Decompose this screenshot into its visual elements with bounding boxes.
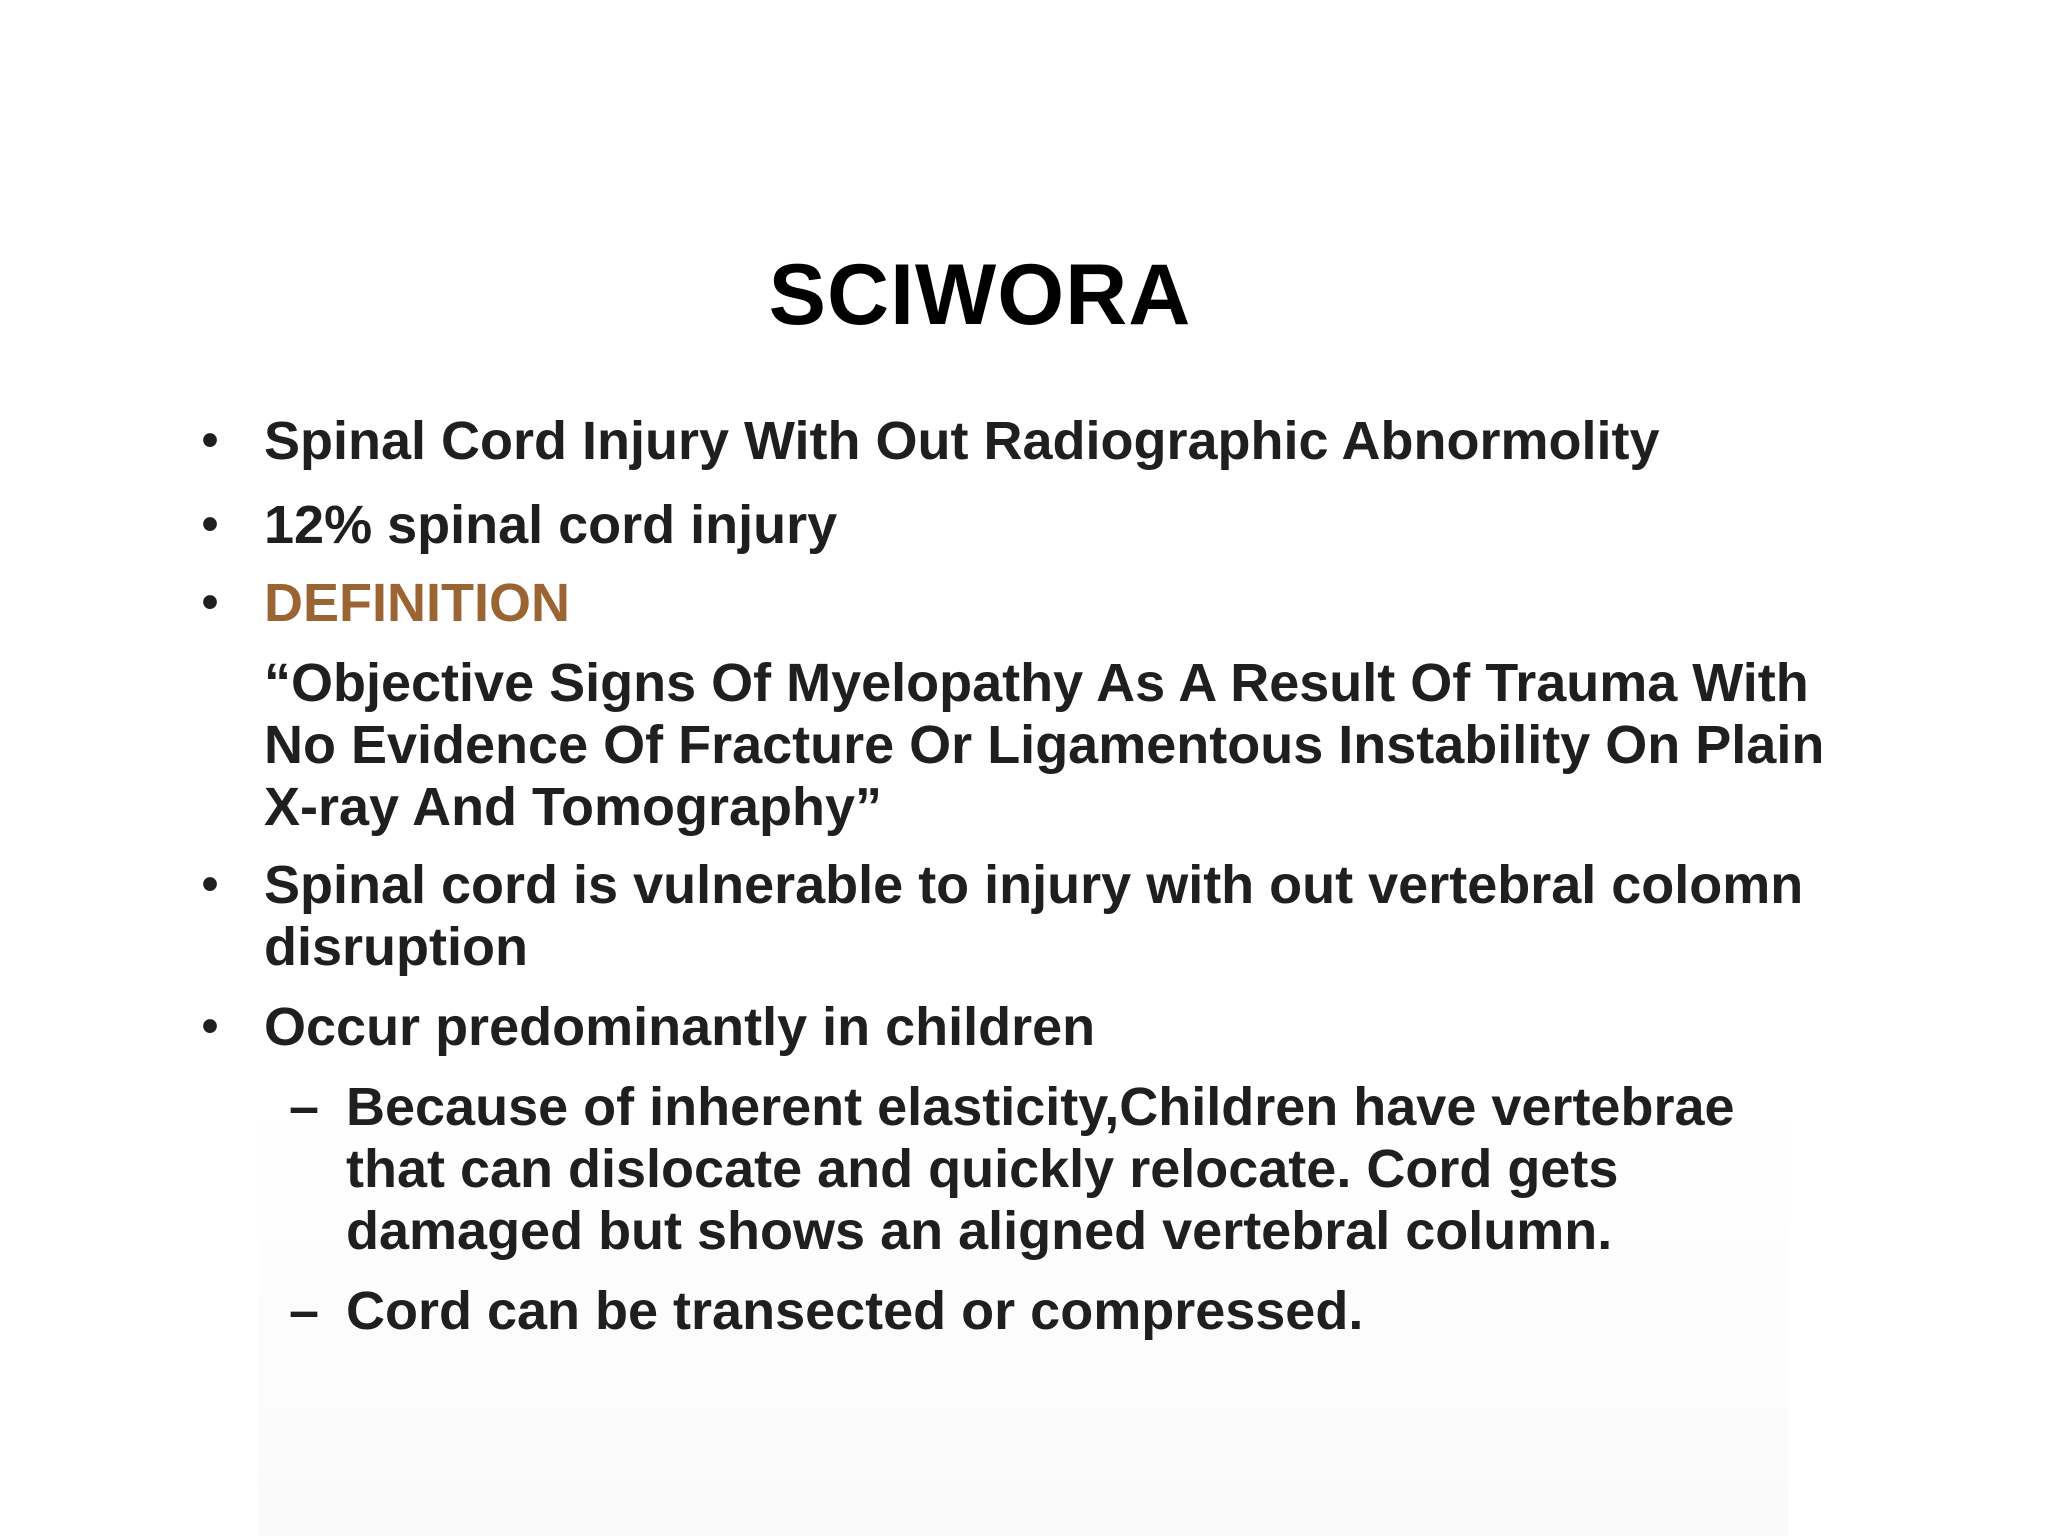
bullet-text: Occur predominantly in children — [264, 997, 1096, 1057]
bullet-text: 12% spinal cord injury — [264, 495, 838, 555]
dash-icon: – — [288, 1077, 320, 1137]
bullet-item — [190, 494, 1830, 556]
sub-bullet-text: Because of inherent elasticity,Children have vertebrae that can dislocate and quickly relocate. Cord gets damaged but shows an aligned vertebral column. — [346, 1077, 1735, 1261]
bullet-text: Spinal Cord Injury With Out Radiographic Abnormolity — [264, 411, 1660, 471]
slide-body — [190, 410, 1830, 1342]
bullet-item — [190, 410, 1830, 472]
dash-icon: – — [288, 1281, 320, 1341]
bullet-icon: • — [201, 498, 219, 551]
definition-quote: “Objective Signs Of Myelopathy As A Result Of Trauma With No Evidence Of Fracture Or Ligamentous Instability On Plain X-ray And Tomography” — [264, 653, 1825, 837]
sub-bullet-item — [190, 1076, 1830, 1262]
definition-heading: DEFINITION — [264, 573, 570, 633]
bullet-item — [190, 572, 1830, 634]
bullet-item — [190, 996, 1830, 1058]
bullet-text: Spinal cord is vulnerable to injury with out vertebral colomn disruption — [264, 855, 1804, 977]
bullet-item — [190, 854, 1830, 978]
bullet-icon: • — [201, 414, 219, 467]
slide-title: SCIWORA — [768, 247, 1192, 343]
bullet-icon: • — [201, 576, 219, 629]
bullet-icon: • — [201, 858, 219, 911]
sub-bullet-text: Cord can be transected or compressed. — [346, 1281, 1364, 1341]
sub-bullet-item — [190, 1280, 1830, 1342]
bullet-icon: • — [201, 1000, 219, 1053]
